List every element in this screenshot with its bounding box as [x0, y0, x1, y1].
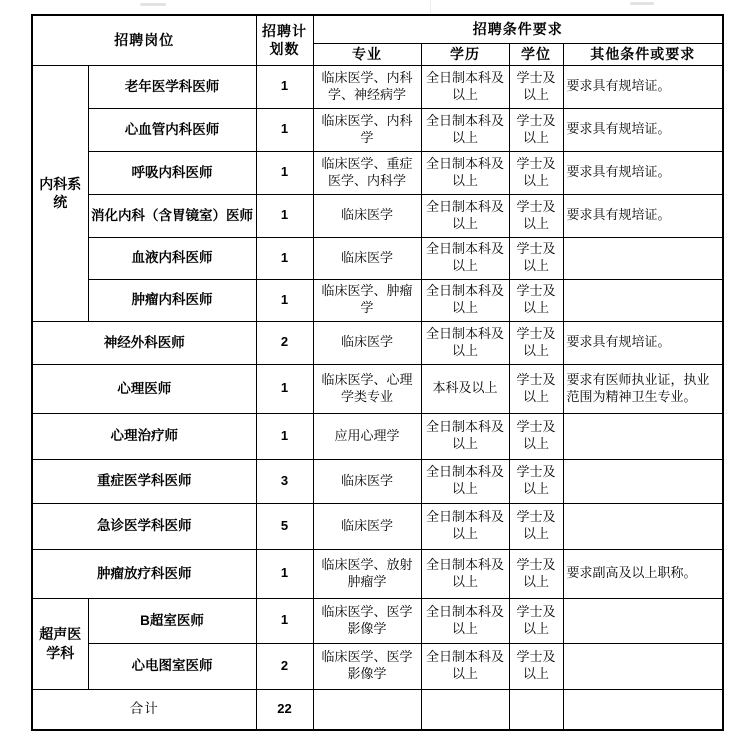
education-cell — [421, 689, 509, 730]
scan-artifact — [140, 3, 166, 6]
major-cell: 临床医学 — [313, 459, 421, 503]
scan-artifact — [430, 0, 431, 13]
table-row — [32, 598, 723, 643]
count-cell: 1 — [256, 65, 313, 108]
education-cell: 本科及以上 — [421, 364, 509, 413]
group-cell-ultrasound: 超声医学科 — [32, 598, 88, 689]
other-cell — [563, 279, 723, 321]
table-row — [32, 413, 723, 459]
total-row — [32, 689, 723, 730]
count-cell: 1 — [256, 549, 313, 598]
degree-cell: 学士及以上 — [509, 108, 563, 151]
position-cell: 心理医师 — [32, 364, 256, 413]
education-cell: 全日制本科及以上 — [421, 237, 509, 279]
major-cell: 临床医学 — [313, 194, 421, 237]
total-label-cell: 合计 — [32, 689, 256, 730]
scan-artifact — [630, 2, 654, 5]
count-cell: 5 — [256, 503, 313, 549]
position-cell: 急诊医学科医师 — [32, 503, 256, 549]
position-cell: 消化内科（含胃镜室）医师 — [88, 194, 256, 237]
count-cell: 1 — [256, 413, 313, 459]
major-cell: 临床医学 — [313, 503, 421, 549]
count-cell: 2 — [256, 643, 313, 689]
education-cell: 全日制本科及以上 — [421, 643, 509, 689]
header-position: 招聘岗位 — [32, 15, 256, 65]
education-cell: 全日制本科及以上 — [421, 459, 509, 503]
education-cell: 全日制本科及以上 — [421, 279, 509, 321]
degree-cell: 学士及以上 — [509, 321, 563, 364]
degree-cell: 学士及以上 — [509, 364, 563, 413]
position-cell: B超室医师 — [88, 598, 256, 643]
other-cell: 要求具有规培证。 — [563, 194, 723, 237]
table-row — [32, 321, 723, 364]
header-requirements: 招聘条件要求 — [313, 15, 723, 43]
group-cell-internal-medicine: 内科系统 — [32, 65, 88, 321]
major-cell: 临床医学、医学影像学 — [313, 598, 421, 643]
position-cell: 老年医学科医师 — [88, 65, 256, 108]
position-cell: 呼吸内科医师 — [88, 151, 256, 194]
major-cell: 临床医学、内科学 — [313, 108, 421, 151]
major-cell: 临床医学、内科学、神经病学 — [313, 65, 421, 108]
degree-cell: 学士及以上 — [509, 549, 563, 598]
degree-cell: 学士及以上 — [509, 413, 563, 459]
recruitment-table — [31, 14, 724, 731]
major-cell: 临床医学、肿瘤学 — [313, 279, 421, 321]
major-cell: 应用心理学 — [313, 413, 421, 459]
major-cell: 临床医学、放射肿瘤学 — [313, 549, 421, 598]
position-cell: 重症医学科医师 — [32, 459, 256, 503]
other-cell — [563, 643, 723, 689]
major-cell: 临床医学、医学影像学 — [313, 643, 421, 689]
other-cell — [563, 459, 723, 503]
header-other: 其他条件或要求 — [563, 43, 723, 65]
position-cell: 肿瘤内科医师 — [88, 279, 256, 321]
count-cell: 2 — [256, 321, 313, 364]
header-degree: 学位 — [509, 43, 563, 65]
other-cell — [563, 689, 723, 730]
position-cell: 神经外科医师 — [32, 321, 256, 364]
education-cell: 全日制本科及以上 — [421, 503, 509, 549]
count-cell: 1 — [256, 151, 313, 194]
position-cell: 肿瘤放疗科医师 — [32, 549, 256, 598]
major-cell — [313, 689, 421, 730]
count-cell: 1 — [256, 237, 313, 279]
total-count-cell: 22 — [256, 689, 313, 730]
position-cell: 心血管内科医师 — [88, 108, 256, 151]
degree-cell: 学士及以上 — [509, 151, 563, 194]
other-cell: 要求副高及以上职称。 — [563, 549, 723, 598]
education-cell: 全日制本科及以上 — [421, 321, 509, 364]
other-cell: 要求具有规培证。 — [563, 65, 723, 108]
table-row — [32, 108, 723, 151]
degree-cell: 学士及以上 — [509, 279, 563, 321]
count-cell: 1 — [256, 108, 313, 151]
other-cell: 要求具有规培证。 — [563, 321, 723, 364]
table-row — [32, 237, 723, 279]
education-cell: 全日制本科及以上 — [421, 65, 509, 108]
degree-cell: 学士及以上 — [509, 65, 563, 108]
other-cell: 要求具有规培证。 — [563, 151, 723, 194]
table-row — [32, 194, 723, 237]
count-cell: 1 — [256, 364, 313, 413]
major-cell: 临床医学 — [313, 237, 421, 279]
major-cell: 临床医学、心理学类专业 — [313, 364, 421, 413]
count-cell: 1 — [256, 279, 313, 321]
count-cell: 1 — [256, 194, 313, 237]
header-row-1 — [32, 15, 723, 43]
education-cell: 全日制本科及以上 — [421, 151, 509, 194]
table-row — [32, 459, 723, 503]
other-cell — [563, 413, 723, 459]
table-row — [32, 151, 723, 194]
other-cell — [563, 598, 723, 643]
education-cell: 全日制本科及以上 — [421, 549, 509, 598]
degree-cell: 学士及以上 — [509, 459, 563, 503]
position-cell: 心电图室医师 — [88, 643, 256, 689]
table-row — [32, 503, 723, 549]
other-cell — [563, 503, 723, 549]
header-plan-count: 招聘计划数 — [256, 15, 313, 65]
degree-cell: 学士及以上 — [509, 194, 563, 237]
header-education: 学历 — [421, 43, 509, 65]
degree-cell: 学士及以上 — [509, 598, 563, 643]
major-cell: 临床医学、重症医学、内科学 — [313, 151, 421, 194]
table-row — [32, 364, 723, 413]
education-cell: 全日制本科及以上 — [421, 413, 509, 459]
table-row — [32, 279, 723, 321]
degree-cell: 学士及以上 — [509, 643, 563, 689]
other-cell: 要求具有规培证。 — [563, 108, 723, 151]
position-cell: 心理治疗师 — [32, 413, 256, 459]
table-row — [32, 65, 723, 108]
position-cell: 血液内科医师 — [88, 237, 256, 279]
education-cell: 全日制本科及以上 — [421, 598, 509, 643]
count-cell: 3 — [256, 459, 313, 503]
table-row — [32, 549, 723, 598]
table-row — [32, 643, 723, 689]
degree-cell: 学士及以上 — [509, 237, 563, 279]
education-cell: 全日制本科及以上 — [421, 194, 509, 237]
other-cell: 要求有医师执业证，执业范围为精神卫生专业。 — [563, 364, 723, 413]
degree-cell: 学士及以上 — [509, 503, 563, 549]
education-cell: 全日制本科及以上 — [421, 108, 509, 151]
header-major: 专业 — [313, 43, 421, 65]
count-cell: 1 — [256, 598, 313, 643]
other-cell — [563, 237, 723, 279]
major-cell: 临床医学 — [313, 321, 421, 364]
degree-cell — [509, 689, 563, 730]
